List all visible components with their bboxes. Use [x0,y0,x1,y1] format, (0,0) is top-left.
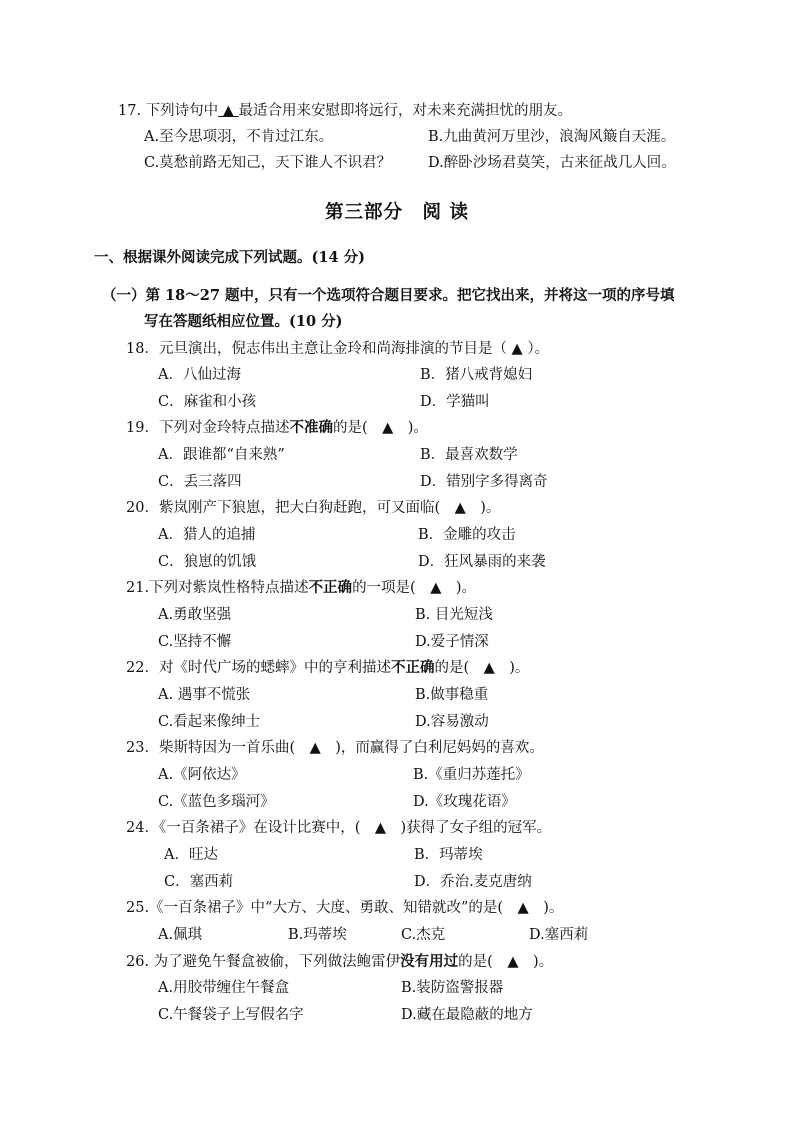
q21-stem-emphasis: 不正确 [308,579,353,596]
q25-option-d: D.塞西莉 [529,927,589,943]
q22-option-c: C.看起来像绅士 [158,714,261,730]
q21-stem-post: 的一项是( ▲ )。 [352,580,477,596]
q17-option-a: A.至今思项羽，不肯过江东。 [144,129,334,145]
q18-option-d: D．学猫叫 [420,394,490,410]
q21-option-d: D.爱子情深 [415,634,489,650]
q24-option-a: A．旺达 [164,847,218,863]
q25-option-c: C.杰克 [401,927,446,943]
q26-option-d: D.藏在最隐蔽的地方 [401,1007,533,1023]
subsection-instruction-line1: （一）第 18～27 题中，只有一个选项符合题目要求。把它找出来，并将这一项的序号填 [102,287,675,304]
q20-option-d: D．狂风暴雨的来袭 [418,554,546,570]
q21-option-a: A.勇敢坚强 [158,607,232,623]
q24-option-d: D．乔治.麦克唐纳 [414,874,532,890]
q21-option-b: B. 目光短浅 [415,607,493,623]
q22-stem [126,658,529,678]
q26-option-a: A.用胶带缠住午餐盒 [158,980,290,996]
q22-option-b: B.做事稳重 [415,687,489,703]
q21-option-c: C.坚持不懈 [158,634,232,650]
q19-option-d: D．错别字多得离奇 [420,474,548,490]
q25-option-a: A.佩琪 [158,927,203,943]
q17-option-c: C.莫愁前路无知己，天下谁人不识君？ [144,155,392,171]
q24-option-c: C．塞西莉 [164,874,234,890]
q19-stem-post: 的是( ▲ )。 [332,420,428,436]
q26-stem-emphasis: 没有用过 [400,953,459,970]
q18-option-b: B．猪八戒背媳妇 [420,367,533,383]
q24-option-b: B．玛蒂埃 [414,847,483,863]
q17-blank: ▲ [218,103,239,119]
q23-option-c: C.《蓝色多瑙河》 [158,794,275,810]
q22-stem-post: 的是( ▲ )。 [434,660,530,676]
q23-stem: 23．柴斯特因为一首乐曲( ▲ )，而赢得了白利尼妈妈的喜欢。 [126,740,544,756]
q23-option-a: A.《阿依达》 [158,767,246,783]
q20-option-a: A．猎人的追捕 [158,527,256,543]
q22-stem-pre: 22．对《时代广场的蟋蟀》中的亨利描述 [126,660,391,676]
q25-stem: 25.《一百条裙子》中“大方、大度、勇敢、知错就改”的是( ▲ )。 [126,900,564,916]
q24-stem: 24．《一百条裙子》在设计比赛中，( ▲ )获得了女子组的冠军。 [126,820,552,836]
q19-stem [126,418,428,438]
q17-stem-post: 最适合用来安慰即将远行，对未来充满担忧的朋友。 [238,103,573,119]
q20-stem: 20．紫岚刚产下狼崽，把大白狗赶跑，可又面临( ▲ )。 [126,500,501,516]
q26-stem [126,952,553,972]
q21-stem-pre: 21.下列对紫岚性格特点描述 [126,580,309,596]
q22-option-d: D.容易激动 [415,714,489,730]
section-heading: 一、根据课外阅读完成下列试题。(14 分) [94,249,365,266]
q23-option-b: B.《重归苏莲托》 [413,767,530,783]
q19-stem-pre: 19．下列对金玲特点描述 [126,420,290,436]
q18-option-a: A．八仙过海 [158,367,241,383]
q20-option-b: B．金雕的攻击 [418,527,516,543]
q26-stem-pre: 26. 为了避免午餐盒被偷，下列做法鲍雷伊 [126,954,401,970]
q18-option-c: C．麻雀和小孩 [158,394,257,410]
q19-stem-emphasis: 不准确 [289,419,333,436]
q17-option-d: D.醉卧沙场君莫笑，古来征战几人回。 [428,155,676,171]
q26-stem-post: 的是( ▲ )。 [458,954,554,970]
q19-option-a: A．跟谁都“自来熟” [158,447,285,463]
q20-option-c: C．狼崽的饥饿 [158,554,257,570]
q17-number: 17. [118,103,142,119]
q17-stem-pre: 下列诗句中 [145,103,219,119]
q26-option-c: C.午餐袋子上写假名字 [158,1007,304,1023]
q26-option-b: B.装防盗警报器 [401,980,504,996]
q18-stem: 18．元旦演出，倪志伟出主意让金玲和尚海排演的节目是（ ▲ ）。 [126,341,550,357]
q17-option-b: B.九曲黄河万里沙，浪淘风簸自天涯。 [428,129,676,145]
q22-stem-emphasis: 不正确 [390,659,435,676]
subsection-instruction-line2: 写在答题纸相应位置。(10 分) [144,313,343,330]
q25-option-b: B.玛蒂埃 [288,927,347,943]
q21-stem [126,578,476,598]
q22-option-a: A. 遇事不慌张 [158,687,251,703]
part-title: 第三部分 阅 读 [325,202,469,223]
q19-option-c: C．丢三落四 [158,474,242,490]
q23-option-d: D.《玫瑰花语》 [413,794,516,810]
q19-option-b: B．最喜欢数学 [420,447,518,463]
q17-stem [118,101,572,121]
